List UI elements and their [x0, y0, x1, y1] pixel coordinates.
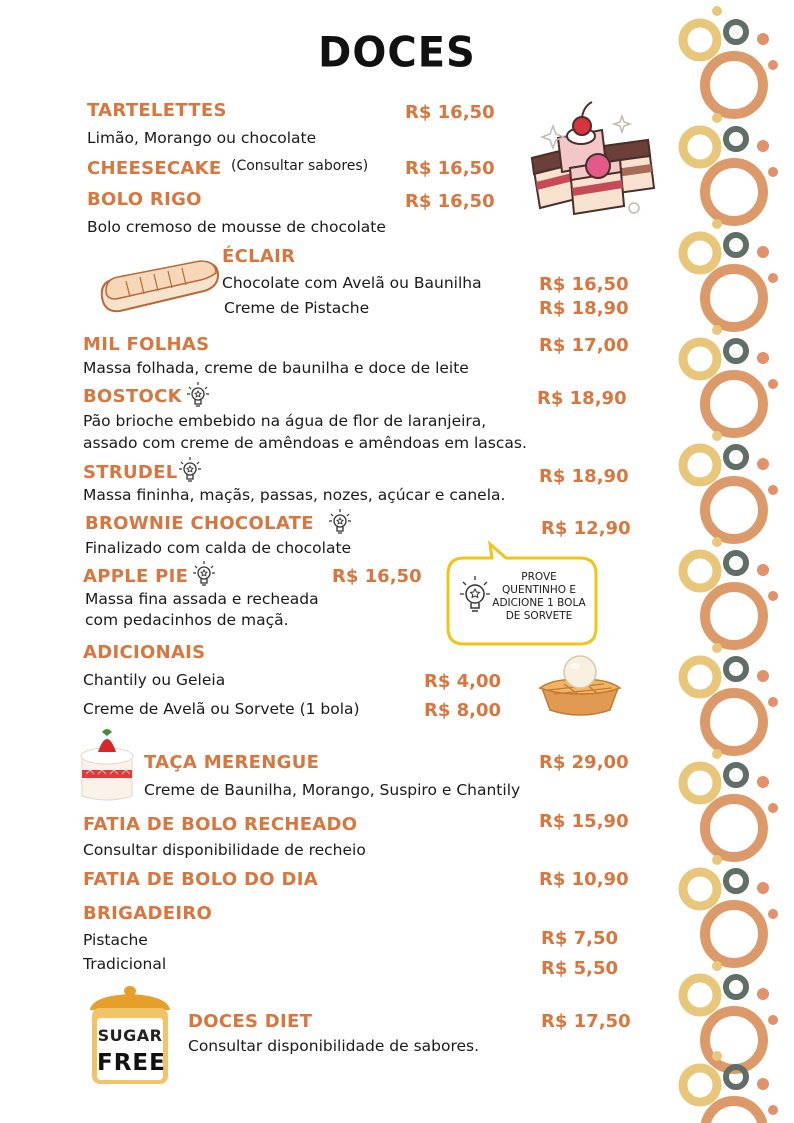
- taca-merengue-desc: Creme de Baunilha, Morango, Suspiro e Chantily: [144, 781, 521, 799]
- adicionais-option-1: Chantily ou Geleia: [83, 671, 226, 689]
- page-title: DOCES: [318, 28, 476, 78]
- strudel-desc: Massa fininha, maçãs, passas, nozes, açúcar e canela.: [83, 486, 506, 504]
- adicionais-option-2: Creme de Avelã ou Sorvete (1 bola): [83, 700, 360, 718]
- tartelettes-desc: Limão, Morango ou chocolate: [87, 129, 317, 147]
- doces-diet-name: DOCES DIET: [188, 1011, 313, 1032]
- bostock-desc-2: assado com creme de amêndoas e amêndoas em lascas.: [83, 434, 527, 452]
- mil-folhas-price: R$ 17,00: [539, 335, 629, 356]
- mil-folhas-name: MIL FOLHAS: [83, 334, 210, 355]
- eclair-name: ÉCLAIR: [222, 246, 296, 267]
- bolo-rigo-name: BOLO RIGO: [87, 189, 202, 210]
- sugar-label: SUGAR: [97, 1026, 163, 1045]
- tartelettes-price: R$ 16,50: [405, 102, 495, 123]
- cheesecake-name: CHEESECAKE: [87, 158, 222, 179]
- fatia-recheado-price: R$ 15,90: [539, 811, 629, 832]
- brownie-desc: Finalizado com calda de chocolate: [85, 539, 352, 557]
- brigadeiro-option-1: Pistache: [83, 931, 148, 949]
- brigadeiro-option-2: Tradicional: [83, 955, 167, 973]
- bostock-price: R$ 18,90: [537, 388, 627, 409]
- taca-merengue-name: TAÇA MERENGUE: [144, 752, 320, 773]
- lightbulb-icon: [328, 508, 352, 538]
- strudel-name: STRUDEL: [83, 462, 178, 483]
- apple-pie-name: APPLE PIE: [83, 566, 189, 587]
- fatia-dia-price: R$ 10,90: [539, 869, 629, 890]
- apple-pie-price: R$ 16,50: [332, 566, 422, 587]
- fatia-recheado-desc: Consultar disponibilidade de recheio: [83, 841, 366, 859]
- eclair-price-1: R$ 16,50: [539, 274, 629, 295]
- brigadeiro-price-1: R$ 7,50: [541, 928, 619, 949]
- eclair-option-1: Chocolate com Avelã ou Baunilha: [222, 274, 482, 292]
- eclair-icon: [96, 257, 222, 315]
- doces-diet-desc: Consultar disponibilidade de sabores.: [188, 1037, 480, 1055]
- bolo-rigo-price: R$ 16,50: [405, 191, 495, 212]
- lightbulb-icon: [186, 381, 210, 411]
- bubble-line-3: ADICIONE 1 BOLA: [492, 597, 586, 609]
- eclair-price-2: R$ 18,90: [539, 298, 629, 319]
- bostock-name: BOSTOCK: [83, 386, 182, 407]
- brownie-price: R$ 12,90: [541, 518, 631, 539]
- fatia-dia-name: FATIA DE BOLO DO DIA: [83, 869, 318, 890]
- lightbulb-icon: [192, 560, 216, 590]
- fatia-recheado-name: FATIA DE BOLO RECHEADO: [83, 814, 358, 835]
- free-label: FREE: [97, 1050, 166, 1076]
- brownie-name: BROWNIE CHOCOLATE: [85, 513, 314, 534]
- pie-icon: [534, 648, 626, 720]
- mil-folhas-desc: Massa folhada, creme de baunilha e doce de leite: [83, 359, 469, 377]
- taca-merengue-price: R$ 29,00: [539, 752, 629, 773]
- apple-pie-desc-2: com pedacinhos de maçã.: [85, 611, 289, 629]
- bostock-desc-1: Pão brioche embebido na água de flor de laranjeira,: [83, 412, 487, 430]
- adicionais-price-2: R$ 8,00: [424, 700, 502, 721]
- cheesecake-price: R$ 16,50: [405, 158, 495, 179]
- strawberry-cake-icon: [78, 724, 136, 804]
- bubble-text: [486, 571, 592, 623]
- apple-pie-desc-1: Massa fina assada e recheada: [85, 590, 319, 608]
- eclair-option-2: Creme de Pistache: [224, 299, 370, 317]
- lightbulb-icon: [178, 456, 202, 486]
- adicionais-name: ADICIONAIS: [83, 642, 206, 663]
- bubble-line-2: QUENTINHO E: [502, 584, 576, 596]
- brigadeiro-name: BRIGADEIRO: [83, 903, 213, 924]
- cupcakes-icon: [524, 98, 658, 216]
- cheesecake-note: (Consultar sabores): [231, 158, 369, 174]
- tartelettes-name: TARTELETTES: [87, 100, 227, 121]
- bubble-line-4: DE SORVETE: [505, 610, 573, 622]
- decorative-rings-border: [660, 0, 794, 1123]
- bubble-line-1: PROVE: [521, 571, 557, 583]
- doces-diet-price: R$ 17,50: [541, 1011, 631, 1032]
- adicionais-price-1: R$ 4,00: [424, 671, 502, 692]
- brigadeiro-price-2: R$ 5,50: [541, 958, 619, 979]
- strudel-price: R$ 18,90: [539, 466, 629, 487]
- bolo-rigo-desc: Bolo cremoso de mousse de chocolate: [87, 218, 386, 236]
